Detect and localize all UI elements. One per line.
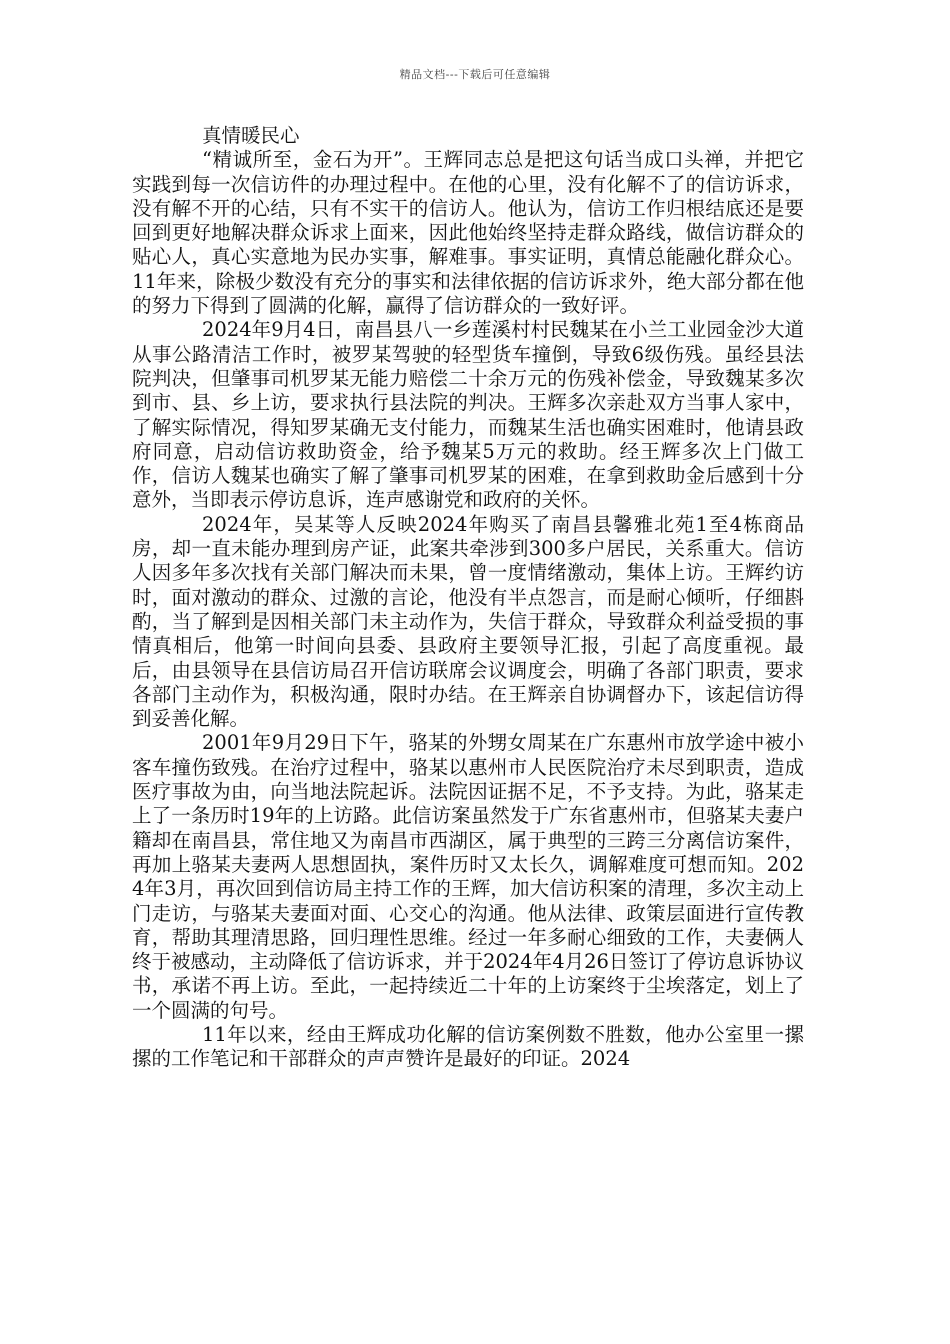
paragraph-4: 2001年9月29日下午，骆某的外甥女周某在广东惠州市放学途中被小客车撞伤致残。在治疗过程中，骆某以惠州市人民医院治疗未尽到职责，造成医疗事故为由，向当地法院起诉。法院因证据不足，不予支持。为此，骆某走上了一条历时19年的上访路。此信访案虽然发于广东省惠州市，但骆某夫妻户籍却在南昌县，常住地又为南昌市西湖区，属于典型的三跨三分离信访案件，再加上骆某夫妻两人思想固执，案件历时又太长久，调解难度可想而知。2024年3月，再次回到信访局主持工作的王辉，加大信访积案的清理，多次主动上门走访，与骆某夫妻面对面、心交心的沟通。他从法律、政策层面进行宣传教育，帮助其理清思路，回归理性思维。经过一年多耐心细致的工作，夫妻俩人终于被感动，主动降低了信访诉求，并于2024年4月26日签订了停访息诉协议书，承诺不再上访。至此，一起持续近二十年的上访案终于尘埃落定，划上了一个圆满的句号。 (132, 731, 804, 1022)
article-body (132, 124, 804, 1072)
page-header: 精品文档---下载后可任意编辑 (399, 68, 551, 81)
paragraph-2: 2024年9月4日，南昌县八一乡莲溪村村民魏某在小兰工业园金沙大道从事公路清洁工作时，被罗某驾驶的轻型货车撞倒，导致6级伤残。虽经县法院判决，但肇事司机罗某无能力赔偿二十余万元的伤残补偿金，导致魏某多次到市、县、乡上访，要求执行县法院的判决。王辉多次亲赴双方当事人家中，了解实际情况，得知罗某确无支付能力，而魏某生活也确实困难时，他请县政府同意，启动信访救助资金，给予魏某5万元的救助。经王辉多次上门做工作，信访人魏某也确实了解了肇事司机罗某的困难，在拿到救助金后感到十分意外，当即表示停访息诉，连声感谢党和政府的关怀。 (132, 318, 804, 512)
paragraph-1: “精诚所至，金石为开”。王辉同志总是把这句话当成口头禅，并把它实践到每一次信访件的办理过程中。在他的心里，没有化解不了的信访诉求，没有解不开的心结，只有不实干的信访人。他认为，信访工作归根结底还是要回到更好地解决群众诉求上面来，因此他始终坚持走群众路线，做信访群众的贴心人，真心实意地为民办实事，解难事。事实证明，真情总能融化群众心。11年来，除极少数没有充分的事实和法律依据的信访诉求外，绝大部分都在他的努力下得到了圆满的化解，赢得了信访群众的一致好评。 (132, 148, 804, 318)
article-title: 真情暖民心 (202, 124, 300, 147)
paragraph-3: 2024年，吴某等人反映2024年购买了南昌县馨雅北苑1至4栋商品房，却一直未能办理到房产证，此案共牵涉到300多户居民，关系重大。信访人因多年多次找有关部门解决而未果，曾一度情绪激动，集体上访。王辉约访时，面对激动的群众、过激的言论，他没有半点怨言，而是耐心倾听，仔细斟酌，当了解到是因相关部门未主动作为，失信于群众，导致群众利益受损的事情真相后，他第一时间向县委、县政府主要领导汇报，引起了高度重视。最后，由县领导在县信访局召开信访联席会议调度会，明确了各部门职责，要求各部门主动作为，积极沟通，限时办结。在王辉亲自协调督办下，该起信访得到妥善化解。 (132, 512, 804, 731)
paragraph-5: 11年以来，经由王辉成功化解的信访案例数不胜数，他办公室里一摞摞的工作笔记和干部群众的声声赞许是最好的印证。2024 (132, 1022, 804, 1071)
